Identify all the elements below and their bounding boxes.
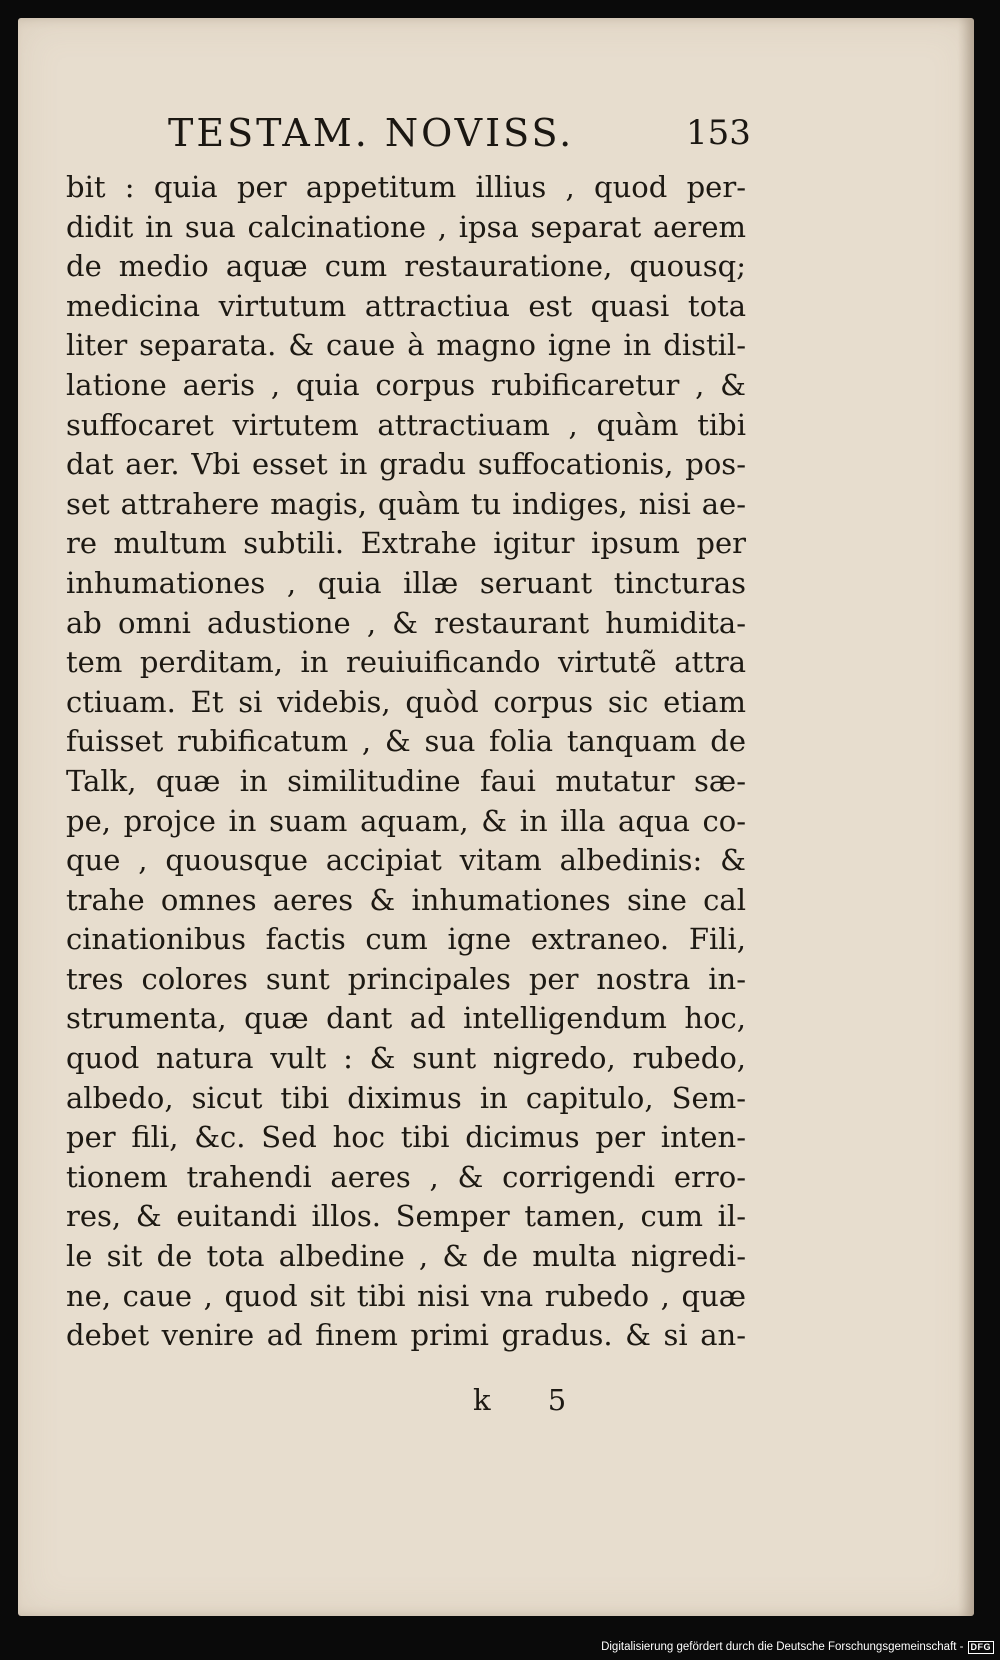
signature-mark: k 5 [473, 1383, 591, 1417]
running-title: TESTAM. NOVISS. [168, 111, 575, 155]
page-edge-shadow [958, 18, 974, 1616]
text-line: bit : quia per appetitum illius , quod per- [66, 170, 746, 204]
text-line: ne, caue , quod sit tibi nisi vna rubedo , quæ [66, 1278, 746, 1313]
text-line: cinationibus factis cum igne extraneo. Fili, [66, 922, 746, 957]
text-line: trahe omnes aeres & inhumationes sine cal [66, 882, 746, 917]
book-page [18, 18, 974, 1616]
text-line: pe, projce in suam aquam, & in illa aqua co- [66, 803, 746, 838]
text-line: Talk, quæ in similitudine faui mutatur sæ- [66, 763, 746, 798]
text-line: set attrahere magis, quàm tu indiges, nisi ae- [66, 486, 746, 521]
text-line: liter separata. & caue à magno igne in distil- [66, 328, 746, 363]
text-line: ab omni adustione , & restaurant humidita- [66, 605, 746, 640]
page-number: 153 [686, 113, 751, 153]
text-line: que , quousque accipiat vitam albedinis: & [66, 843, 746, 878]
text-line: inhumationes , quia illæ seruant tincturas [66, 565, 746, 600]
text-line: re multum subtili. Extrahe igitur ipsum per [66, 526, 746, 561]
text-line: didit in sua calcinatione , ipsa separat aerem [66, 209, 746, 244]
text-line: fuisset rubificatum , & sua folia tanquam de [66, 724, 746, 759]
digitization-credit [601, 1637, 994, 1657]
text-line: tionem trahendi aeres , & corrigendi erro- [66, 1159, 746, 1194]
dfg-logo: DFG [968, 1641, 995, 1654]
text-line: de medio aquæ cum restauratione, quousq; [66, 249, 746, 284]
text-line: le sit de tota albedine , & de multa nigredi- [66, 1239, 746, 1274]
credit-text: Digitalisierung gefördert durch die Deutsche Forschungsgemeinschaft - [601, 1641, 964, 1653]
text-line: per fili, &c. Sed hoc tibi dicimus per inten- [66, 1120, 746, 1155]
text-line: res, & euitandi illos. Semper tamen, cum il- [66, 1199, 746, 1234]
text-line: tres colores sunt principales per nostra in- [66, 961, 746, 996]
body-text [66, 168, 746, 1356]
page-header [168, 103, 758, 163]
text-line: latione aeris , quia corpus rubificaretur , & [66, 367, 746, 402]
text-line: debet venire ad finem primi gradus. & si an- [66, 1318, 746, 1353]
text-line: albedo, sicut tibi diximus in capitulo, Sem- [66, 1080, 746, 1115]
text-line: dat aer. Vbi esset in gradu suffocationis, pos- [66, 447, 746, 482]
text-line: strumenta, quæ dant ad intelligendum hoc, [66, 1001, 746, 1036]
text-line: quod natura vult : & sunt nigredo, rubedo, [66, 1041, 746, 1076]
text-line: medicina virtutum attractiua est quasi tota [66, 288, 746, 323]
text-line: suffocaret virtutem attractiuam , quàm tibi [66, 407, 746, 442]
text-line: tem perditam, in reuiuificando virtutẽ attra [66, 645, 746, 680]
text-line: ctiuam. Et si videbis, quòd corpus sic etiam [66, 684, 746, 719]
